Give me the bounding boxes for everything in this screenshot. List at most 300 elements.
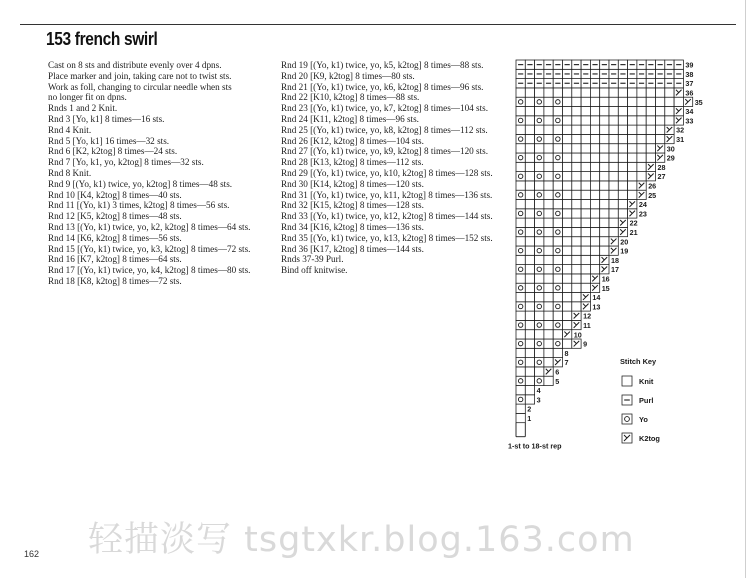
chart-cell [525, 348, 534, 357]
chart-cell [563, 125, 572, 134]
chart-cell [609, 200, 618, 209]
chart-cell [535, 134, 544, 143]
chart-cell [581, 134, 590, 143]
chart-cell [525, 274, 534, 283]
chart-row-number: 20 [620, 237, 629, 247]
chart-cell [563, 227, 572, 236]
key-cell [622, 414, 632, 424]
chart-cell [581, 218, 590, 227]
chart-cell [581, 162, 590, 171]
chart-cell [609, 209, 618, 218]
chart-cell [581, 227, 590, 236]
chart-cell [544, 153, 553, 162]
chart-cell [516, 265, 525, 274]
chart-cell [544, 320, 553, 329]
chart-cell [581, 97, 590, 106]
chart-row-number: 34 [685, 107, 694, 117]
instruction-line: Rnd 34 [K16, k2tog] 8 times—136 sts. [281, 221, 424, 232]
instruction-line: Rnd 33 [(Yo, k1) twice, yo, k12, k2tog] 8 times—144 sts. [281, 211, 493, 222]
chart-cell [572, 190, 581, 199]
chart-cell [535, 162, 544, 171]
chart-cell [553, 162, 562, 171]
instructions-column-left [48, 60, 278, 287]
chart-cell [590, 107, 599, 116]
chart-cell [572, 283, 581, 292]
chart-cell [553, 265, 562, 274]
instruction-line: Rnd 9 [(Yo, k1) twice, yo, k2tog] 8 times—48 sts. [48, 178, 233, 189]
chart-cell [581, 190, 590, 199]
chart-row-number: 6 [555, 367, 560, 377]
chart-cell [590, 190, 599, 199]
chart-row-number: 29 [666, 153, 675, 163]
chart-cell [656, 134, 665, 143]
chart-cell [590, 255, 599, 264]
instruction-line: Rnd 24 [K11, k2tog] 8 times—96 sts. [281, 113, 419, 124]
chart-cell [609, 107, 618, 116]
chart-cell [656, 107, 665, 116]
chart-cell [516, 358, 525, 367]
chart-cell [544, 293, 553, 302]
chart-row-number: 19 [620, 246, 629, 256]
chart-cell [590, 218, 599, 227]
chart-cell [535, 218, 544, 227]
chart-cell [525, 162, 534, 171]
chart-cell [590, 162, 599, 171]
chart-cell [525, 302, 534, 311]
instruction-line: Rnd 28 [K13, k2tog] 8 times—112 sts. [281, 157, 424, 168]
chart-cell [572, 134, 581, 143]
instruction-line: Work as foll, changing to circular needle when sts [48, 81, 232, 92]
chart-cell [516, 395, 525, 404]
instruction-line: Rnd 14 [K6, k2tog] 8 times—56 sts. [48, 232, 182, 243]
chart-cell [544, 302, 553, 311]
chart-cell [590, 200, 599, 209]
chart-cell [581, 153, 590, 162]
chart-cell [544, 190, 553, 199]
instruction-line: Rnd 3 [Yo, k1] 8 times—16 sts. [48, 113, 165, 124]
chart-cell [581, 283, 590, 292]
chart-row-number: 18 [611, 255, 619, 265]
chart-cell [544, 134, 553, 143]
chart-cell [637, 125, 646, 134]
chart-cell [516, 200, 525, 209]
chart-row-number: 2 [527, 404, 532, 414]
chart-cell [590, 153, 599, 162]
chart-cell [516, 246, 525, 255]
chart-cell [618, 125, 627, 134]
chart-row-number: 35 [694, 97, 703, 107]
instruction-line: Rnd 29 [(Yo, k1) twice, yo, k10, k2tog] 8 times—128 sts. [281, 167, 493, 178]
chart-cell [572, 88, 581, 97]
chart-cell [563, 172, 572, 181]
chart-cell [572, 200, 581, 209]
instruction-line: Rnd 7 [Yo, k1, yo, k2tog] 8 times—32 sts. [48, 157, 204, 168]
chart-cell [553, 283, 562, 292]
chart-cell [628, 181, 637, 190]
chart-cell [525, 116, 534, 125]
chart-cell [609, 125, 618, 134]
chart-cell [590, 181, 599, 190]
chart-cell [525, 265, 534, 274]
stitch-chart-svg [500, 56, 740, 456]
chart-row-number: 24 [638, 200, 647, 210]
chart-cell [581, 265, 590, 274]
chart-cell [628, 88, 637, 97]
chart-row-number: 23 [638, 209, 647, 219]
chart-cell [572, 209, 581, 218]
chart-cell [572, 116, 581, 125]
chart-cell [516, 97, 525, 106]
chart-cell [665, 116, 674, 125]
chart-cell [628, 125, 637, 134]
chart-cell [600, 144, 609, 153]
chart-row-number: 28 [657, 162, 666, 172]
chart-row-number: 17 [611, 265, 619, 275]
chart-cell [535, 367, 544, 376]
chart-cell [516, 255, 525, 264]
chart-cell [553, 246, 562, 255]
chart-cell [525, 237, 534, 246]
chart-cell [600, 134, 609, 143]
chart-cell [553, 144, 562, 153]
chart-cell [516, 209, 525, 218]
chart-cell [646, 116, 655, 125]
chart-cell [516, 125, 525, 134]
chart-cell [572, 181, 581, 190]
chart-cell [581, 200, 590, 209]
chart-cell [544, 144, 553, 153]
chart-cell [581, 274, 590, 283]
chart-cell [572, 125, 581, 134]
chart-cell [618, 190, 627, 199]
chart-cell [544, 358, 553, 367]
chart-cell [628, 190, 637, 199]
chart-cell [563, 162, 572, 171]
chart-cell [535, 358, 544, 367]
chart-cell [600, 97, 609, 106]
chart-cell [535, 311, 544, 320]
chart-cell [516, 107, 525, 116]
chart-cell [563, 339, 572, 348]
chart-row-number: 26 [648, 181, 657, 191]
chart-cell [535, 116, 544, 125]
chart-cell [618, 116, 627, 125]
chart-cell [590, 246, 599, 255]
key-cell [622, 376, 632, 386]
chart-cell [590, 144, 599, 153]
instruction-line: Rnd 21 [(Yo, k1) twice, yo, k6, k2tog] 8 times—96 sts. [281, 81, 484, 92]
chart-cell [637, 172, 646, 181]
chart-cell [525, 339, 534, 348]
chart-cell [609, 116, 618, 125]
chart-cell [544, 88, 553, 97]
chart-row-number: 1 [527, 414, 532, 424]
chart-cell [525, 200, 534, 209]
chart-cell [535, 200, 544, 209]
chart-cell [600, 190, 609, 199]
chart-cell [553, 181, 562, 190]
instruction-line: Rnd 36 [K17, k2tog] 8 times—144 sts. [281, 243, 424, 254]
chart-cell [563, 274, 572, 283]
chart-cell [525, 320, 534, 329]
instruction-line: Rnd 16 [K7, k2tog] 8 times—64 sts. [48, 254, 182, 265]
chart-cell [544, 107, 553, 116]
chart-cell [544, 339, 553, 348]
chart-cell [618, 88, 627, 97]
chart-cell [544, 246, 553, 255]
chart-cell [581, 172, 590, 181]
chart-cell [544, 125, 553, 134]
chart-cell [553, 255, 562, 264]
chart-cell [628, 134, 637, 143]
chart-cell [544, 97, 553, 106]
chart-cell [618, 144, 627, 153]
chart-cell [525, 218, 534, 227]
chart-cell [665, 88, 674, 97]
chart-cell [535, 172, 544, 181]
chart-cell [553, 274, 562, 283]
chart-cell [572, 265, 581, 274]
instruction-line: Rnd 6 [K2, k2tog] 8 times—24 sts. [48, 146, 178, 157]
chart-cell [563, 116, 572, 125]
instruction-line: Rnd 25 [(Yo, k1) twice, yo, k8, k2tog] 8 times—112 sts. [281, 124, 488, 135]
chart-cell [525, 255, 534, 264]
chart-cell [535, 227, 544, 236]
chart-cell [525, 386, 534, 395]
chart-cell [637, 107, 646, 116]
chart-row-number: 4 [536, 386, 541, 396]
chart-cell [516, 376, 525, 385]
chart-cell [563, 255, 572, 264]
chart-cell [609, 218, 618, 227]
chart-cell [516, 302, 525, 311]
chart-cell [628, 172, 637, 181]
chart-cell [544, 283, 553, 292]
instruction-line: Rnd 20 [K9, k2tog] 8 times—80 sts. [281, 70, 415, 81]
chart-cell [590, 97, 599, 106]
chart-cell [628, 162, 637, 171]
instruction-line: Rnd 5 [Yo, k1] 16 times—32 sts. [48, 135, 170, 146]
chart-cell [516, 339, 525, 348]
stitch-key-label: Knit [639, 377, 654, 387]
chart-cell [516, 367, 525, 376]
chart-cell [516, 88, 525, 97]
chart-cell [665, 97, 674, 106]
chart-cell [563, 237, 572, 246]
instruction-line: Rnd 18 [K8, k2tog] 8 times—72 sts. [48, 275, 182, 286]
chart-row-number: 31 [676, 135, 685, 145]
chart-cell [628, 116, 637, 125]
chart-cell [609, 162, 618, 171]
chart-cell [535, 376, 544, 385]
chart-cell [535, 97, 544, 106]
chart-cell [600, 162, 609, 171]
chart-cell [516, 172, 525, 181]
chart-cell [590, 237, 599, 246]
chart-cell [535, 144, 544, 153]
page-number: 162 [24, 549, 40, 559]
chart-cell [544, 172, 553, 181]
chart-cell [535, 181, 544, 190]
chart-cell [525, 88, 534, 97]
chart-cell [609, 134, 618, 143]
chart-cell [665, 107, 674, 116]
chart-cell [535, 88, 544, 97]
chart-cell [535, 246, 544, 255]
chart-cell [628, 153, 637, 162]
chart-cell [600, 218, 609, 227]
chart-cell [563, 97, 572, 106]
chart-cell [525, 190, 534, 199]
chart-cell [525, 376, 534, 385]
stitch-key-label: Purl [639, 396, 654, 406]
chart-cell [646, 125, 655, 134]
chart-cell [628, 144, 637, 153]
chart-row-number: 39 [685, 60, 694, 70]
chart-cell [590, 265, 599, 274]
chart-cell [600, 88, 609, 97]
chart-cell [572, 162, 581, 171]
chart-cell [572, 293, 581, 302]
chart-row-number: 25 [648, 190, 657, 200]
stitch-key-label: Yo [639, 415, 648, 425]
chart-cell [525, 97, 534, 106]
chart-row-number: 14 [592, 293, 601, 303]
chart-cell [618, 134, 627, 143]
chart-cell [544, 227, 553, 236]
chart-cell [609, 227, 618, 236]
chart-cell [516, 190, 525, 199]
chart-cell [535, 302, 544, 311]
chart-cell [572, 246, 581, 255]
chart-cell [563, 209, 572, 218]
chart-cell [535, 153, 544, 162]
chart-cell [563, 88, 572, 97]
chart-cell [572, 107, 581, 116]
chart-cell [600, 237, 609, 246]
chart-cell [535, 348, 544, 357]
chart-cell [600, 107, 609, 116]
chart-cell [572, 274, 581, 283]
chart-cell [674, 97, 683, 106]
chart-cell [609, 190, 618, 199]
chart-cell [525, 172, 534, 181]
chart-cell [553, 237, 562, 246]
chart-cell [553, 320, 562, 329]
instruction-line: Rnd 10 [K4, k2tog] 8 times—40 sts. [48, 189, 182, 200]
chart-cell [609, 88, 618, 97]
chart-cell [581, 246, 590, 255]
chart-cell [618, 200, 627, 209]
chart-cell [535, 190, 544, 199]
chart-cell [618, 181, 627, 190]
chart-cell [544, 200, 553, 209]
chart-cell [656, 125, 665, 134]
chart-cell [637, 97, 646, 106]
chart-cell [609, 172, 618, 181]
stitch-key-label: K2tog [639, 434, 660, 444]
chart-cell [516, 218, 525, 227]
chart-cell [646, 144, 655, 153]
chart-cell [646, 97, 655, 106]
chart-cell [553, 134, 562, 143]
chart-row-number: 5 [555, 376, 560, 386]
chart-cell [572, 255, 581, 264]
chart-cell [553, 153, 562, 162]
chart-cell [525, 311, 534, 320]
chart-cell [535, 339, 544, 348]
instruction-line: Bind off knitwise. [281, 265, 348, 276]
chart-cell [637, 162, 646, 171]
chart-cell [535, 283, 544, 292]
chart-cell [572, 153, 581, 162]
chart-row-number: 12 [583, 311, 592, 321]
chart-cell [553, 88, 562, 97]
chart-row-number: 37 [685, 79, 694, 89]
chart-cell [600, 153, 609, 162]
instruction-line: Rnd 13 [(Yo, k1) twice, yo, k2, k2tog] 8 times—64 sts. [48, 221, 251, 232]
chart-cell [563, 107, 572, 116]
chart-cell [553, 302, 562, 311]
chart-cell [553, 125, 562, 134]
chart-cell [563, 320, 572, 329]
chart-cell [581, 255, 590, 264]
instruction-line: Rnd 22 [K10, k2tog] 8 times—88 sts. [281, 92, 420, 103]
instruction-line: Rnd 35 [(Yo, k1) twice, yo, k13, k2tog] 8 times—152 sts. [281, 232, 493, 243]
instruction-line: Place marker and join, taking care not to twist sts. [48, 70, 232, 81]
chart-cell [525, 283, 534, 292]
chart-row-number: 38 [685, 69, 694, 79]
chart-cell [544, 237, 553, 246]
instruction-line: Rnd 31 [(Yo, k1) twice, yo, k11, k2tog] 8 times—136 sts. [281, 189, 493, 200]
chart-cell [590, 88, 599, 97]
chart-cell [525, 246, 534, 255]
chart-cell [600, 227, 609, 236]
chart-cell [525, 367, 534, 376]
instructions-column-right [281, 60, 491, 276]
repeat-label: 1-st to 18-st rep [508, 441, 562, 451]
chart-cell [590, 134, 599, 143]
chart-cell [563, 181, 572, 190]
chart-cell [600, 116, 609, 125]
watermark-text: 轻描淡写 tsgtxkr.blog.163.com [88, 520, 635, 560]
chart-cell [628, 107, 637, 116]
chart-cell [563, 302, 572, 311]
chart-cell [553, 218, 562, 227]
chart-cell [553, 227, 562, 236]
chart-cell [516, 413, 525, 422]
chart-cell [525, 125, 534, 134]
chart-cell [637, 153, 646, 162]
instruction-line: Rnd 4 Knit. [48, 124, 92, 135]
chart-cell [563, 153, 572, 162]
chart-row-number: 8 [564, 348, 569, 358]
chart-cell [544, 218, 553, 227]
chart-cell [553, 200, 562, 209]
instruction-line: Rnd 8 Knit. [48, 167, 92, 178]
chart-cell [516, 227, 525, 236]
instruction-line: Rnd 17 [(Yo, k1) twice, yo, k4, k2tog] 8 times—80 sts. [48, 265, 251, 276]
chart-cell [525, 144, 534, 153]
chart-cell [516, 274, 525, 283]
instruction-line: Rnd 23 [(Yo, k1) twice, yo, k7, k2tog] 8 times—104 sts. [281, 103, 489, 114]
pattern-title: 153 french swirl [46, 29, 158, 49]
chart-cell [656, 97, 665, 106]
chart-cell [525, 395, 534, 404]
chart-cell [516, 116, 525, 125]
chart-cell [525, 181, 534, 190]
chart-cell [618, 172, 627, 181]
